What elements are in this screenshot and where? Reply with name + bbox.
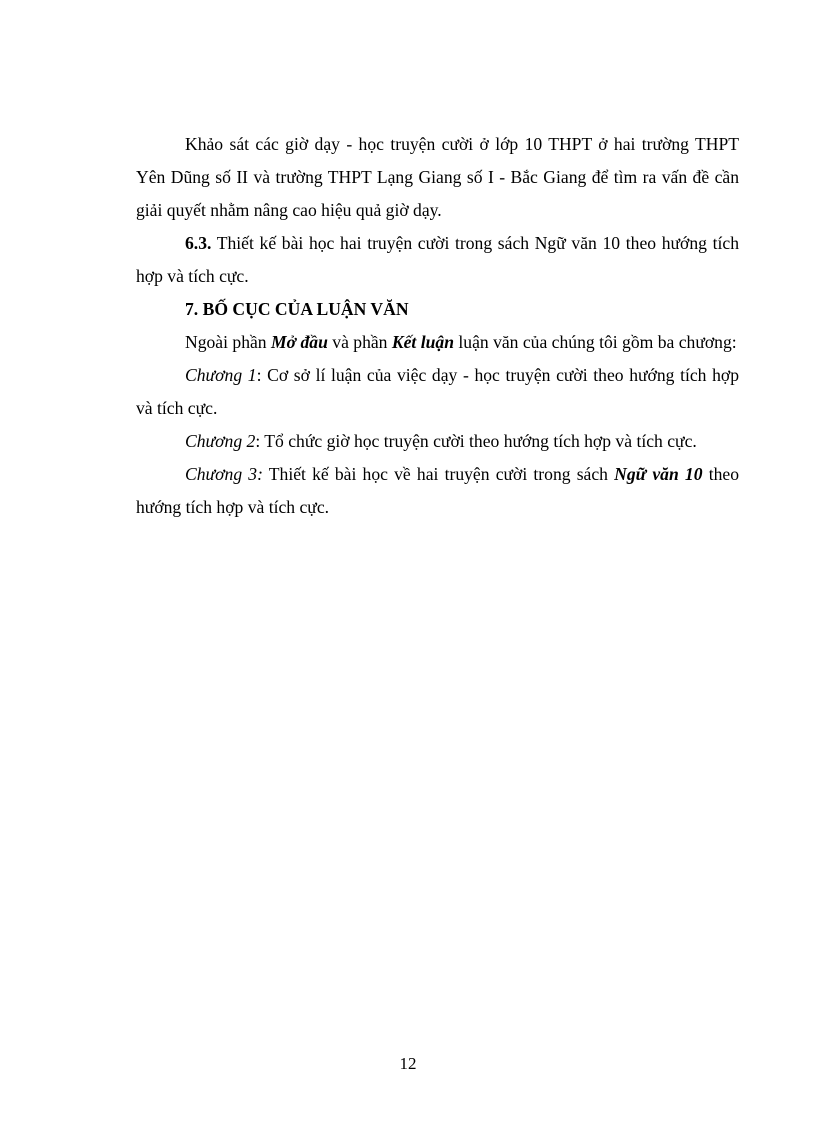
structure-text-1: Ngoài phần [185, 332, 271, 352]
page-body [136, 128, 739, 524]
section-heading: 7. BỐ CỤC CỦA LUẬN VĂN [185, 299, 409, 319]
structure-paragraph [136, 326, 739, 359]
chapter-3-tail: theo hướng tích hợp và tích cực. [136, 464, 739, 517]
page-number: 12 [399, 1054, 417, 1073]
chapter-2-label: Chương 2 [185, 431, 256, 451]
structure-text-3: luận văn của chúng tôi gồm ba chương: [453, 332, 737, 352]
section-number: 6.3. [185, 233, 212, 253]
chapter-1-label: Chương 1 [185, 365, 257, 385]
chapter-1-paragraph [136, 359, 739, 425]
intro-term: Mở đầu [271, 332, 328, 352]
chapter-1-text: : Cơ sở lí luận của việc dạy - học truyện cười theo hướng tích hợp và tích cực. [136, 365, 739, 418]
design-paragraph [136, 227, 739, 293]
chapter-3-text: Thiết kế bài học về hai truyện cười trong sách [262, 464, 615, 484]
survey-text: Khảo sát các giờ dạy - học truyện cười ở lớp 10 THPT ở hai trường THPT Yên Dũng số II và trường THPT Lạng Giang số I - Bắc Giang để tìm ra vấn đề cần giải quyết nhằm nâng cao hiệu quả giờ dạy. [136, 134, 739, 220]
chapter-2-paragraph [136, 425, 739, 458]
structure-text-2: và phần [327, 332, 392, 352]
survey-paragraph [136, 128, 739, 227]
book-title: Ngữ văn 10 [614, 464, 703, 484]
design-text: Thiết kế bài học hai truyện cười trong sách Ngữ văn 10 theo hướng tích hợp và tích cực. [136, 233, 739, 286]
conclusion-term: Kết luận [391, 332, 454, 352]
chapter-3-label: Chương 3: [185, 464, 263, 484]
chapter-3-paragraph [136, 458, 739, 524]
chapter-2-text: : Tổ chức giờ học truyện cười theo hướng tích hợp và tích cực. [255, 431, 697, 451]
